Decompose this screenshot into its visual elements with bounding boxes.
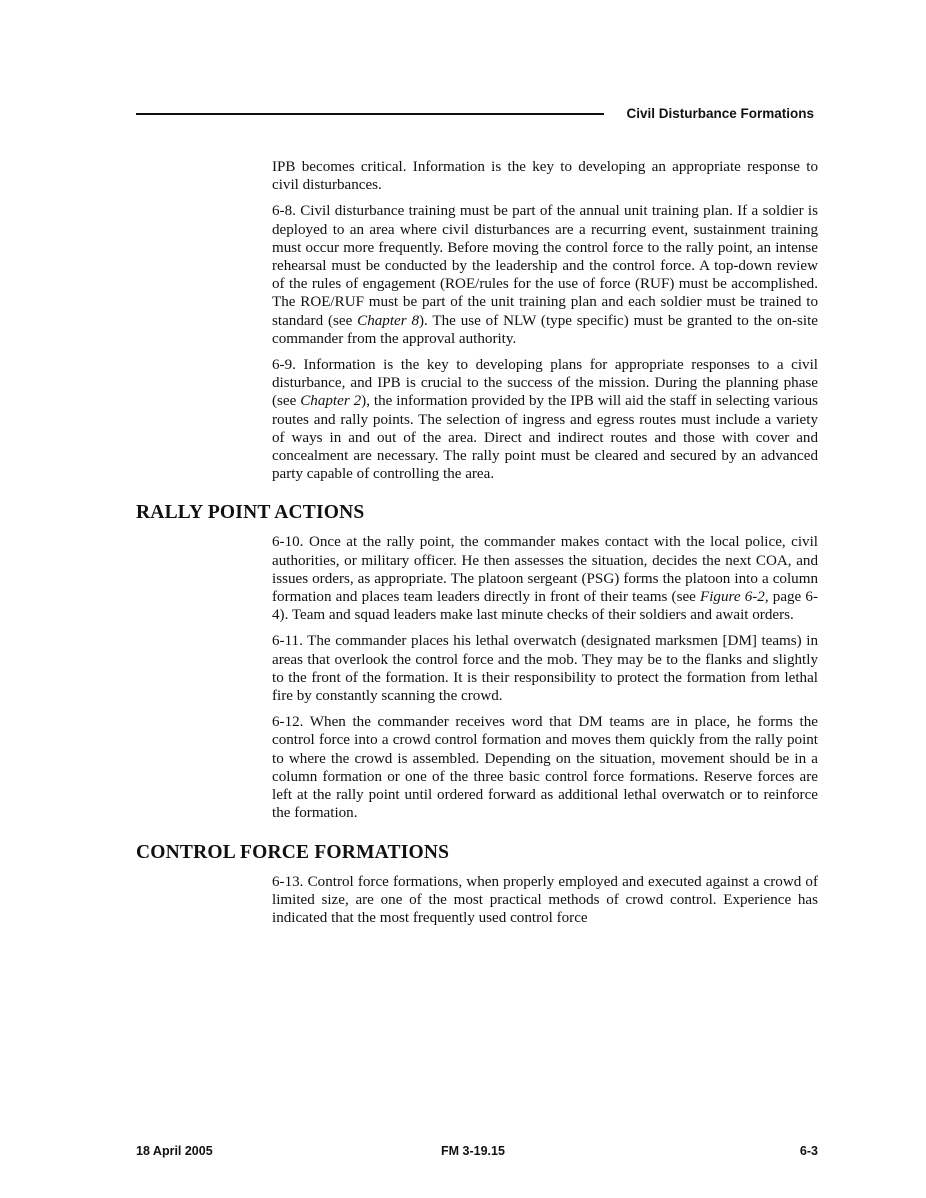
paragraph-6-9 bbox=[272, 356, 818, 483]
footer-date: 18 April 2005 bbox=[136, 1144, 213, 1158]
chapter-reference: Chapter 2 bbox=[300, 393, 362, 410]
paragraph-6-8 bbox=[272, 202, 818, 348]
paragraph-6-12: 6-12. When the commander receives word that DM teams are in place, he forms the control force into a crowd control formation and moves them quickly from the rally point to where the crowd is assembled. Depending on the situation, movement should be in a column formation or one of the three basic control force formations. Reserve forces are left at the rally point until ordered forward as additional lethal overwatch or to reinforce the formation. bbox=[272, 714, 818, 822]
figure-reference: Figure 6-2 bbox=[700, 589, 765, 606]
running-footer bbox=[136, 1141, 818, 1161]
section-heading-control-force-formations: CONTROL FORCE FORMATIONS bbox=[136, 841, 450, 863]
running-header bbox=[136, 104, 818, 126]
paragraph-text: 6-8. Civil disturbance training must be part of the annual unit training plan. If a soldier is deployed to an area where civil disturbances are a recurring event, sustainment training must occur more frequently. Before moving the control force to the rally point, an intense rehearsal must be conducted by the leadership and the control force. A top-down review of the rules of engagement (ROE/rules for the use of force (RUF) must be accomplished. The ROE/RUF must be part of the unit training plan and each soldier must be trained to standard (see bbox=[272, 203, 818, 329]
header-rule bbox=[136, 113, 604, 115]
footer-page-number: 6-3 bbox=[799, 1144, 818, 1158]
paragraph-continued: IPB becomes critical. Information is the key to developing an appropriate response to civil disturbances. bbox=[272, 159, 818, 194]
chapter-reference: Chapter 8 bbox=[357, 312, 420, 329]
paragraph-text: ). The use of NLW (type specific) must be granted to the on-site commander from the approval authority. bbox=[272, 312, 818, 347]
paragraph-6-11: 6-11. The commander places his lethal overwatch (designated marksmen [DM] teams) in areas that overlook the control force and the mob. They may be to the flanks and slightly to the front of the formation. It is their responsibility to protect the formation from lethal fire by constantly scanning the crowd. bbox=[272, 633, 818, 705]
paragraph-text: ), the information provided by the IPB will aid the staff in selecting various routes and rally points. The selection of ingress and egress routes must include a variety of ways in and out of the area. Direct and indirect routes and those with cover and concealment are necessary. The rally point must be cleared and secured by an advanced party capable of controlling the area. bbox=[272, 393, 818, 483]
paragraph-text: , page 6-4). Team and squad leaders make last minute checks of their soldiers and await orders. bbox=[272, 589, 818, 624]
body-text bbox=[136, 158, 818, 935]
paragraph-text: 6-10. Once at the rally point, the commander makes contact with the local police, civil authorities, or military officer. He then assesses the situation, decides the next COA, and issues orders, as appropriate. The platoon sergeant (PSG) forms the platoon into a column formation and places team leaders directly in front of their teams (see bbox=[272, 534, 818, 606]
header-title: Civil Disturbance Formations bbox=[626, 106, 814, 121]
footer-publication: FM 3-19.15 bbox=[441, 1144, 505, 1158]
section-heading-rally-point-actions: RALLY POINT ACTIONS bbox=[136, 502, 365, 524]
paragraph-6-10 bbox=[272, 533, 818, 624]
paragraph-6-13: 6-13. Control force formations, when properly employed and executed against a crowd of limited size, are one of the most practical methods of crowd control. Experience has indicated that the most frequently used control force bbox=[272, 873, 818, 926]
paragraph-text: 6-9. Information is the key to developing plans for appropriate responses to a civil disturbance, and IPB is crucial to the success of the mission. During the planning phase (see bbox=[272, 357, 818, 410]
